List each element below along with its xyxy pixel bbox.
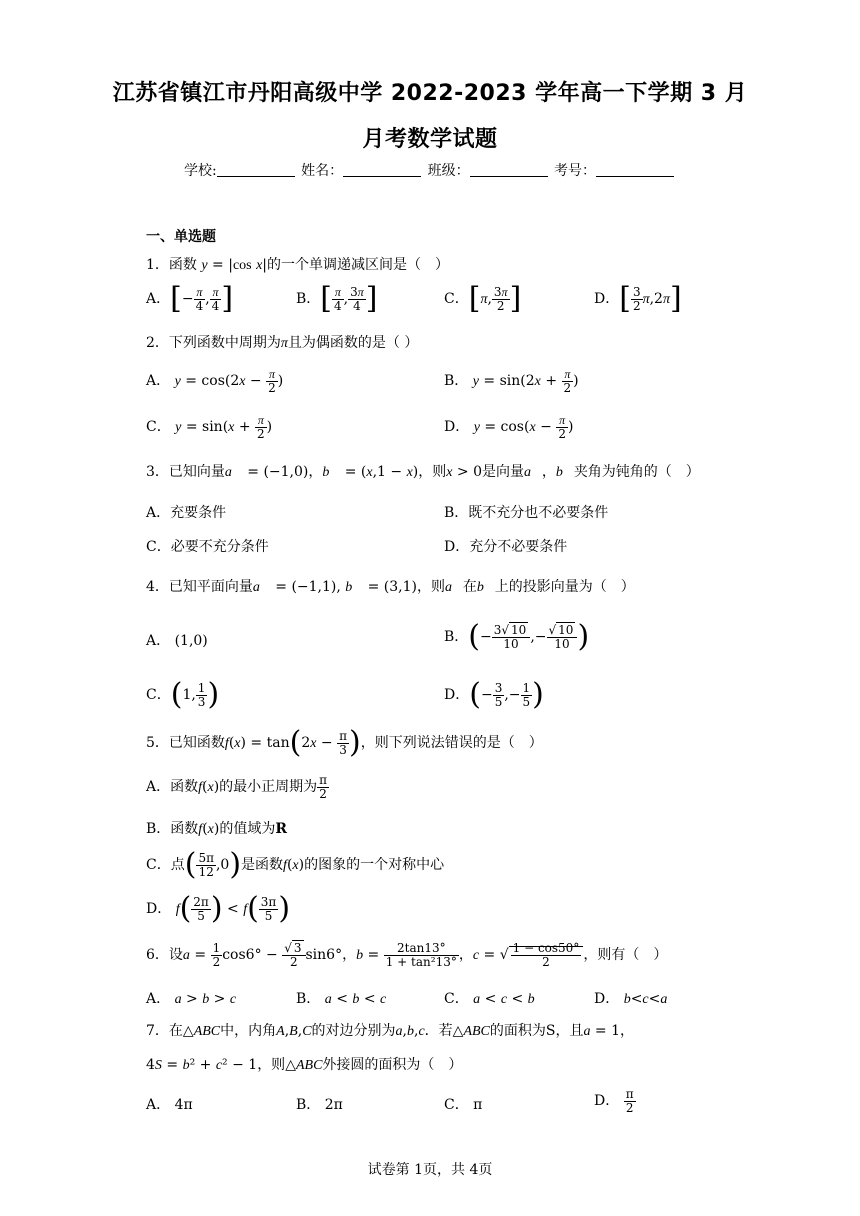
q2-option-c: C． y = sin(x + $\frac{\pi}{2}$ ) <box>146 413 273 441</box>
q4-option-c: C．(1, $\frac{1}{3}$ ) <box>146 677 220 712</box>
q4-option-d: D．(− $\frac{3}{5}$ ,− $\frac{1}{5}$ ) <box>444 677 544 712</box>
exam-no-label: 考号： <box>554 163 597 179</box>
q4-option-b: B．(− $\frac{3√ 10}{10}$ ,− $\frac{√ 10}{10}$ ) <box>444 619 590 654</box>
question-7: 7．在△ABC中，内角A,B,C的对边分别为a,b,c．若△ABC的面积为S，且a = 1， <box>146 1023 635 1039</box>
section-heading: 一、单选题 <box>146 229 216 245</box>
q5-option-a: A．函数f(x)的最小正周期为 $\frac{\pi}{2}$ <box>146 773 328 801</box>
q3-option-a: A．充要条件 <box>146 505 227 521</box>
class-blank <box>470 162 548 177</box>
class-label: 班级： <box>427 163 470 179</box>
question-4: 4．已知平面向量a⃗ = (−1,1), b⃗ = (3,1)，则a⃗在b⃗上的投影向量为（ ） <box>146 579 635 595</box>
q5-option-c: C．点( $\frac{5\pi}{12}$ ,0)是函数f(x)的图象的一个对称中心 <box>146 847 445 882</box>
q5-option-d: D． f( $\frac{2\pi}{5}$ ) < f( $\frac{3\pi}{5}$ ) <box>146 891 291 926</box>
q1-option-b: B．[ $\frac{\pi}{4}$ , $\frac{3\pi}{4}$ ] <box>296 281 378 316</box>
title-line1: 江苏省镇江市丹阳高级中学 2022-2023 学年高一下学期 3 月 <box>112 81 748 106</box>
q1-option-c: C．[π, $\frac{3\pi}{2}$ ] <box>444 281 522 316</box>
title-line2: 月考数学试题 <box>362 127 498 152</box>
q7-option-c: C． π <box>444 1097 483 1113</box>
page-footer: 试卷第 1页，共 4页 <box>367 1162 493 1178</box>
question-6: 6．设a = $\frac{1}{2}$ cos6° − $\frac{√ 3}{2}$ sin6°，b = $\frac{2\tan 13^\circ}{\text{1 + tan²13°}}$ ，c = √ $\frac{1 - \cos 50^\circ}{2}$ ，则有（ ） <box>146 941 668 969</box>
q5-option-b: B．函数f(x)的值域为R <box>146 821 287 837</box>
name-label: 姓名： <box>301 163 344 179</box>
q2-option-a: A． y = cos(2x − $\frac{\pi}{2}$ ) <box>146 367 284 395</box>
q1-option-d: D．[ $\frac{3}{2}$ π,2π] <box>594 281 682 316</box>
name-blank <box>343 162 421 177</box>
q3-option-c: C．必要不充分条件 <box>146 539 269 555</box>
q7-option-b: B． 2π <box>296 1097 343 1113</box>
exam-no-blank <box>596 162 674 177</box>
q6-option-d: D． b<c<a <box>594 991 668 1007</box>
q6-option-a: A． a > b > c <box>146 991 237 1007</box>
q7-option-d: D． $\frac{\pi}{2}$ <box>594 1087 634 1115</box>
q4-option-a: A． (1,0) <box>146 633 208 649</box>
q2-option-b: B． y = sin(2x + $\frac{\pi}{2}$ ) <box>444 367 579 395</box>
question-7-line2: 4S = b² + c² − 1，则△ABC外接圆的面积为（ ） <box>146 1057 463 1073</box>
question-3: 3．已知向量a⃗ = (−1,0)，b⃗ = (x,1 − x)，则x > 0是向量a⃗，b⃗夹角为钝角的（ ） <box>146 464 700 480</box>
q1-option-a: A．[− $\frac{\pi}{4}$ , $\frac{\pi}{4}$ ] <box>146 281 234 316</box>
question-2: 2．下列函数中周期为π且为偶函数的是（ ） <box>146 335 419 351</box>
q3-option-d: D．充分不必要条件 <box>444 539 568 555</box>
school-blank <box>217 162 295 177</box>
school-label: 学校: <box>183 163 217 179</box>
q2-option-d: D． y = cos(x − $\frac{\pi}{2}$ ) <box>444 413 574 441</box>
question-5: 5．已知函数f(x) = tan(2x − $\frac{\pi}{3}$ )，则下列说法错误的是（ ） <box>146 725 543 760</box>
question-1: 1．函数 y = |cos x|的一个单调递减区间是（ ） <box>146 257 450 273</box>
student-info-row <box>0 160 860 180</box>
q6-option-c: C． a < c < b <box>444 991 535 1007</box>
q3-option-b: B．既不充分也不必要条件 <box>444 505 609 521</box>
q6-option-b: B． a < b < c <box>296 991 387 1007</box>
q7-option-a: A． 4π <box>146 1097 193 1113</box>
